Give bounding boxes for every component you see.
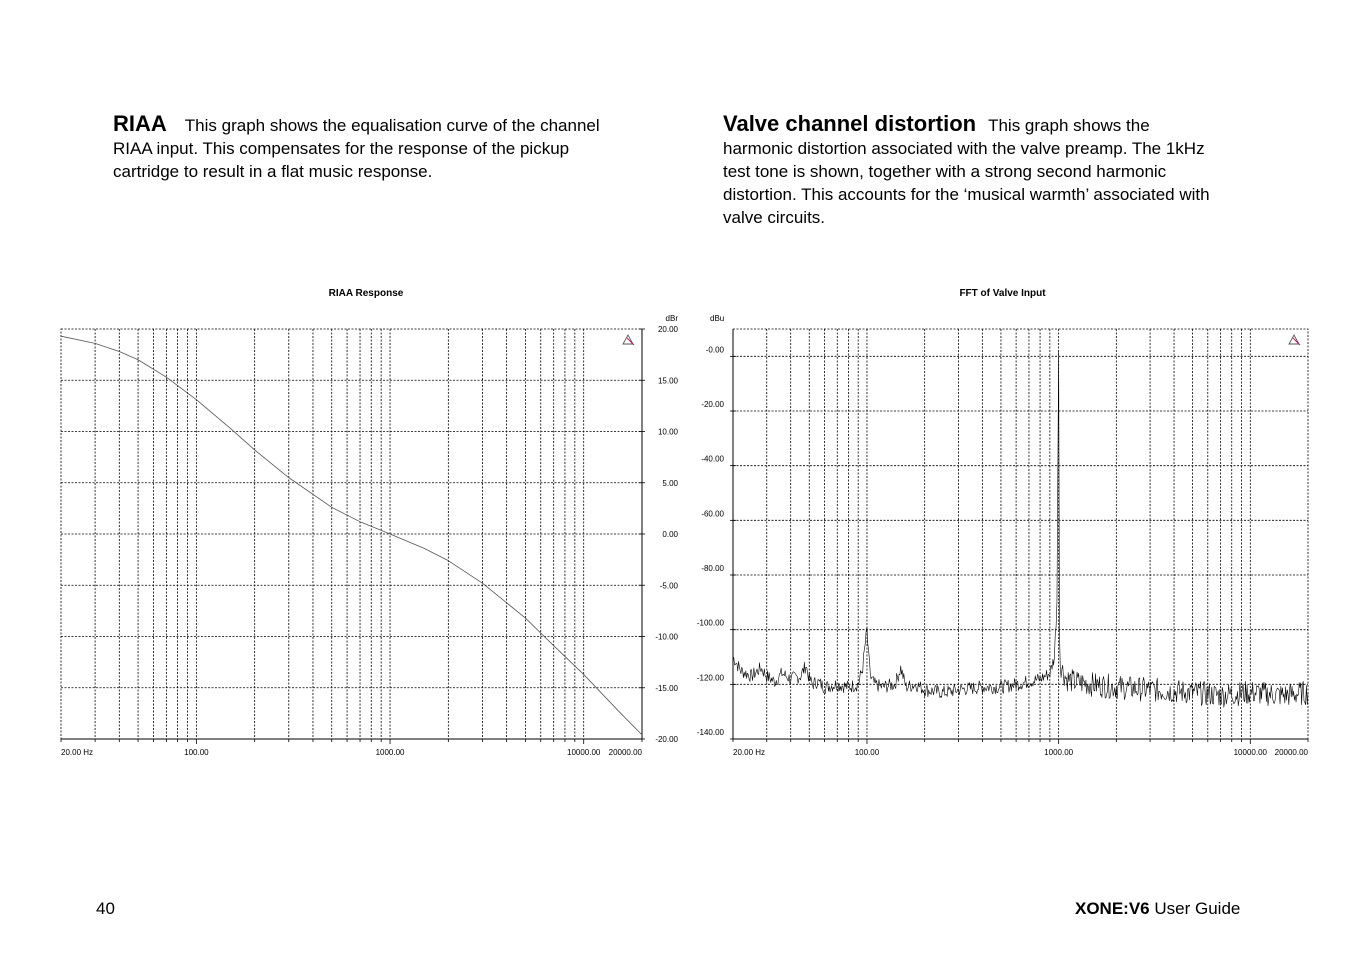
y-tick-label: -10.00 bbox=[655, 632, 678, 642]
y-tick-label: -140.00 bbox=[696, 728, 724, 737]
series-line bbox=[733, 351, 1308, 707]
y-axis-unit: dBr bbox=[665, 314, 678, 323]
riaa-description: This graph shows the equalisation curve of the channel RIAA input. This compensates for the response of the pickup cartridge to result in a flat music response. bbox=[113, 116, 600, 181]
fft-valve-input-chart bbox=[697, 314, 1309, 757]
y-tick-label: -80.00 bbox=[701, 564, 724, 573]
y-tick-label: 15.00 bbox=[657, 376, 678, 386]
fft-chart-title: FFT of Valve Input bbox=[959, 288, 1046, 299]
x-tick-label: 20.00 Hz bbox=[61, 748, 94, 757]
valve-heading: Valve channel distortion bbox=[723, 111, 977, 136]
y-tick-label: -15.00 bbox=[655, 683, 678, 693]
y-tick-label: -20.00 bbox=[655, 735, 678, 744]
riaa-chart-title: RIAA Response bbox=[328, 288, 404, 299]
y-tick-label: -20.00 bbox=[701, 400, 724, 409]
brand-name: XONE:V6 bbox=[1075, 899, 1150, 918]
guide-title bbox=[1075, 899, 1240, 919]
x-tick-label: 1000.00 bbox=[375, 748, 405, 757]
y-tick-label: -5.00 bbox=[659, 581, 678, 591]
y-axis-unit: dBu bbox=[710, 314, 725, 323]
page-number: 40 bbox=[96, 899, 115, 918]
y-tick-label: 0.00 bbox=[662, 530, 678, 539]
guide-label: User Guide bbox=[1154, 899, 1241, 918]
x-tick-label: 1000.00 bbox=[1044, 748, 1074, 757]
plot-frame bbox=[733, 329, 1308, 739]
y-tick-label: -100.00 bbox=[696, 618, 724, 628]
valve-description: This graph shows the harmonic distortion associated with the valve preamp. The 1kHz test tone is shown, together with a strong second harmonic distortion. This accounts for the ‘musical warmth’ associated with valve circuits. bbox=[723, 116, 1210, 227]
x-tick-label: 20000.00 bbox=[608, 748, 642, 757]
series-line bbox=[61, 336, 642, 735]
x-tick-label: 100.00 bbox=[184, 748, 209, 757]
x-tick-label: 100.00 bbox=[854, 748, 880, 757]
riaa-heading: RIAA bbox=[113, 111, 167, 136]
x-tick-label: 10000.00 bbox=[567, 748, 601, 757]
x-tick-label: 20000.00 bbox=[1274, 748, 1308, 757]
y-tick-label: -60.00 bbox=[701, 509, 724, 519]
y-tick-label: -0.00 bbox=[705, 345, 724, 355]
x-tick-label: 10000.00 bbox=[1233, 748, 1267, 757]
y-tick-label: 20.00 bbox=[657, 325, 678, 334]
y-tick-label: -120.00 bbox=[696, 673, 724, 683]
y-tick-label: 10.00 bbox=[657, 427, 678, 437]
y-tick-label: -40.00 bbox=[701, 454, 724, 464]
riaa-response-chart bbox=[61, 314, 679, 757]
x-tick-label: 20.00 Hz bbox=[733, 748, 766, 757]
y-tick-label: 5.00 bbox=[662, 478, 678, 488]
